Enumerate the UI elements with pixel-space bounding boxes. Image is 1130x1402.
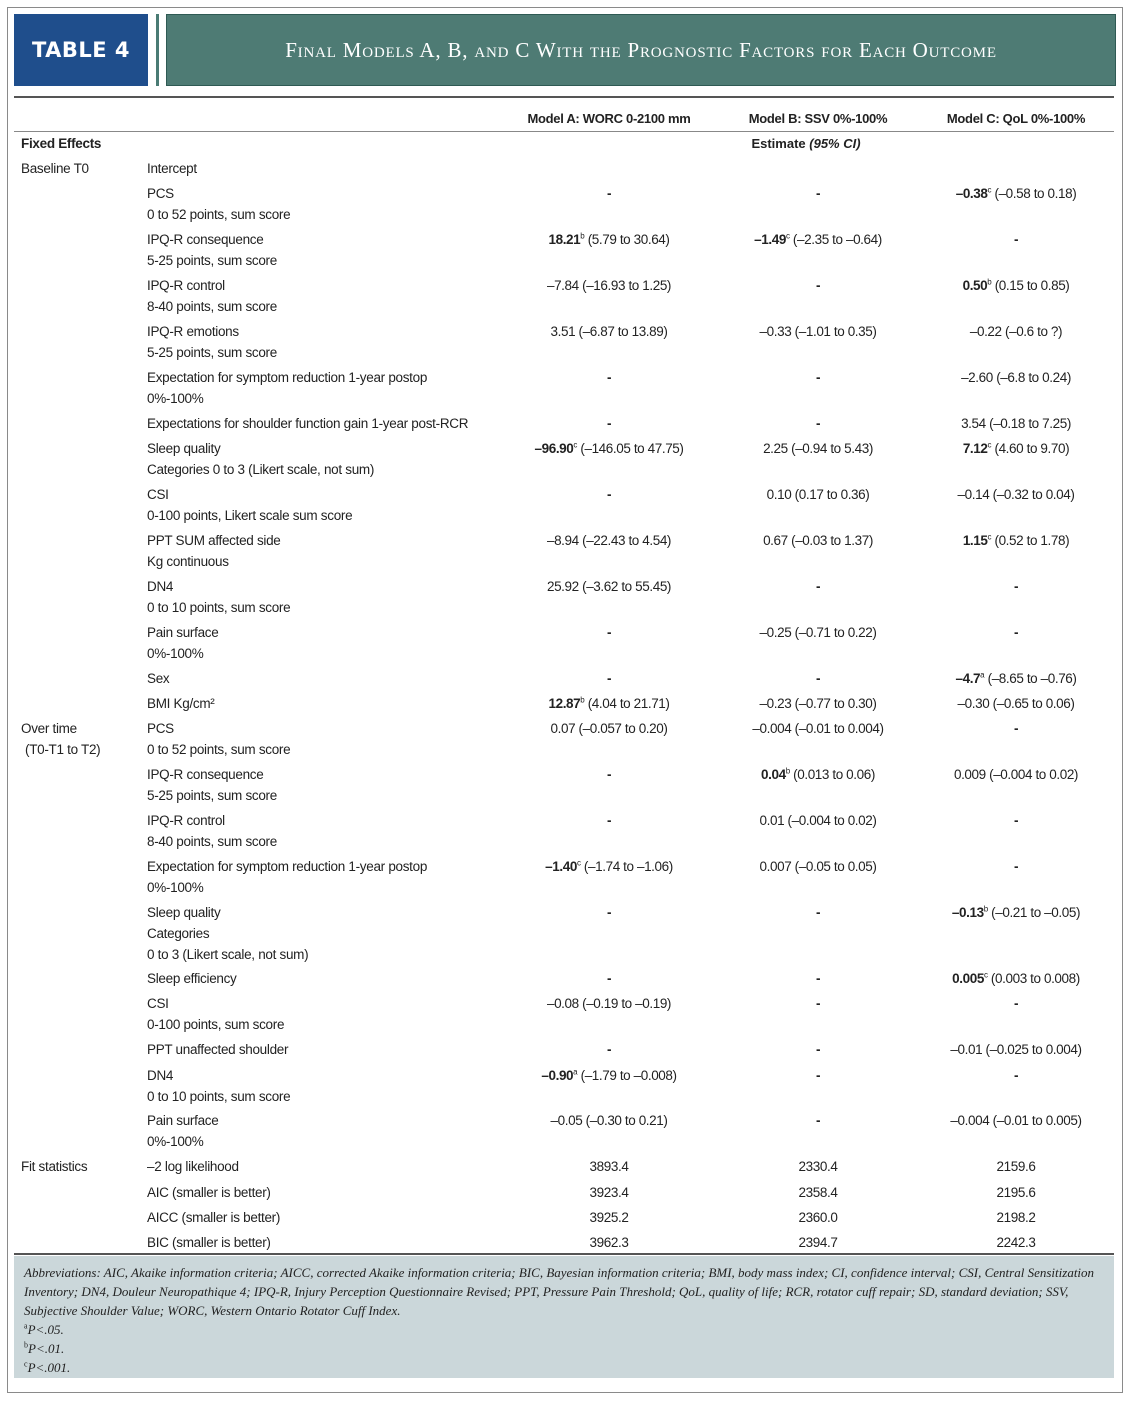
cell-model-b [763,530,873,551]
cell-model-c [1014,576,1018,597]
cell-value: 2.25 (–0.94 to 5.43) [763,441,873,456]
cell-value: –0.25 (–0.71 to 0.22) [759,625,877,640]
cell-significance-mark: b [580,231,585,241]
cell-value: (5.79 to 30.64) [587,232,670,247]
row-label-line: AIC (smaller is better) [147,1185,271,1200]
cell-estimate: - [1013,579,1019,594]
row-label-line: 0-100 points, Likert scale sum score [147,508,353,523]
cell-model-b [760,693,877,714]
cell-model-a [551,718,668,739]
cell-estimate: - [1013,813,1019,828]
cell-model-c [963,275,1070,296]
cell-model-a [534,438,683,459]
cell-value: (–0.58 to 0.18) [994,186,1077,201]
row-label-line: 0 to 3 (Likert scale, not sum) [147,947,309,962]
cell-model-c [961,367,1071,388]
significance-note [24,1358,1104,1377]
cell-estimate: - [1013,721,1019,736]
cell-estimate: - [606,971,612,986]
cell-value: –0.23 (–0.77 to 0.30) [759,696,877,711]
note-mark: a [24,1321,28,1331]
cell-estimate: - [1013,232,1019,247]
cell-estimate: 7.12 [962,441,988,456]
cell-estimate: - [815,416,821,431]
note-mark: c [24,1359,28,1369]
table-footnotes [14,1256,1114,1378]
cell-model-b [763,438,873,459]
estimate-label: Estimate [751,136,806,151]
cell-value: 0.01 (–0.004 to 0.02) [759,813,877,828]
cell-value: –2.60 (–6.8 to 0.24) [961,370,1071,385]
cell-model-c [958,484,1075,505]
row-label [147,764,277,806]
table-number-tag: TABLE 4 [14,14,148,86]
cell-model-b [799,1182,838,1203]
cell-estimate: –0.90 [541,1068,574,1083]
row-label-line: Kg continuous [147,554,229,569]
cell-value: (–1.79 to –0.008) [580,1068,677,1083]
cell-model-c [952,968,1080,989]
row-label [147,229,277,271]
cell-value: (0.52 to 1.78) [994,533,1070,548]
cell-value: 3.51 (–6.87 to 13.89) [550,324,668,339]
note-text: P<.01. [28,1341,65,1356]
row-label-line: 0 to 10 points, sum score [147,600,291,615]
cell-model-b [816,1065,820,1086]
cell-model-c [961,413,1071,434]
row-label-line: Intercept [147,161,197,176]
cell-value: 2358.4 [798,1185,838,1200]
cell-model-c [1014,1065,1018,1086]
row-label [147,968,237,989]
cell-value: 2195.6 [996,1185,1036,1200]
cell-model-b [816,275,820,296]
cell-model-c [958,693,1075,714]
row-label-line: 8-40 points, sum score [147,834,277,849]
row-label [147,484,352,526]
estimate-heading [751,136,860,151]
row-label [147,1156,239,1177]
cell-model-a [607,622,611,643]
cell-model-a [607,810,611,831]
row-label-line: PPT unaffected shoulder [147,1042,289,1057]
significance-note [24,1320,1104,1339]
cell-significance-mark: c [987,532,992,542]
cell-model-b [816,1110,820,1131]
cell-significance-mark: b [987,277,992,287]
cell-model-a [545,856,673,877]
row-label-line: Categories 0 to 3 (Likert scale, not sum) [147,462,375,477]
row-label-line: Expectation for symptom reduction 1-year postop [147,370,428,385]
cell-estimate: 1.15 [962,533,988,548]
row-label [147,856,427,898]
cell-value: 3.54 (–0.18 to 7.25) [961,416,1071,431]
cell-value: (–146.05 to 47.75) [580,441,684,456]
row-label-line: IPQ-R control [147,278,225,293]
significance-notes [24,1320,1104,1377]
row-label-line: CSI [147,487,169,502]
row-label-line: Pain surface [147,1113,219,1128]
row-label [147,902,308,965]
cell-model-b [816,576,820,597]
cell-model-b [816,993,820,1014]
cell-model-a [547,275,671,296]
row-label-line: BMI Kg/cm² [147,696,215,711]
fixed-effects-heading: Fixed Effects [21,136,102,151]
table-title: Final Models A, B, and C With the Prognostic Factors for Each Outcome [166,14,1116,86]
cell-estimate: - [606,186,612,201]
cell-model-a [590,1207,629,1228]
cell-model-c [952,902,1080,923]
cell-model-a [607,367,611,388]
table-bottom-rule [14,1253,1114,1255]
cell-model-c [1014,810,1018,831]
row-label-line: Expectations for shoulder function gain 1-year post-RCR [147,416,469,431]
note-mark: b [24,1340,28,1350]
cell-model-a [551,1110,668,1131]
cell-model-a [607,668,611,689]
cell-estimate: - [815,996,821,1011]
row-label-line: DN4 [147,1068,174,1083]
cell-model-b [760,321,877,342]
title-divider [156,14,159,86]
cell-value: –8.94 (–22.43 to 4.54) [546,533,672,548]
row-label-line: 0 to 52 points, sum score [147,207,291,222]
cell-model-a [607,413,611,434]
cell-value: 25.92 (–3.62 to 55.45) [546,579,672,594]
cell-estimate: - [815,1068,821,1083]
row-label-line: PCS [147,186,174,201]
cell-estimate: - [606,905,612,920]
cell-significance-mark: a [573,1067,578,1077]
row-label-line: Sex [147,671,170,686]
row-label-line: 5-25 points, sum score [147,788,277,803]
row-label [147,1065,290,1107]
cell-value: –0.004 (–0.01 to 0.005) [950,1113,1082,1128]
row-label-line: Expectation for symptom reduction 1-year postop [147,859,428,874]
cell-model-a [551,321,668,342]
group-over-time-sub: (T0-T1 to T2) [25,742,101,757]
row-label-line: 5-25 points, sum score [147,345,277,360]
cell-estimate: - [815,278,821,293]
cell-estimate: –1.49 [754,232,786,247]
cell-model-c [956,183,1077,204]
column-header-model-b: Model B: SSV 0%-100% [748,111,888,126]
cell-model-a [607,1039,611,1060]
cell-value: –0.08 (–0.19 to –0.19) [546,996,672,1011]
cell-estimate: - [815,579,821,594]
row-label-line: Sleep efficiency [147,971,237,986]
cell-estimate: –4.7 [955,671,981,686]
cell-model-a [541,1065,676,1086]
cell-value: –0.30 (–0.65 to 0.06) [957,696,1075,711]
ci-label: (95% CI) [809,136,861,151]
cell-value: (0.013 to 0.06) [793,767,875,782]
row-label [147,1110,218,1152]
row-label [147,413,468,434]
cell-model-b [816,968,820,989]
cell-value: –0.004 (–0.01 to 0.004) [752,721,884,736]
cell-value: –0.01 (–0.025 to 0.004) [950,1042,1082,1057]
cell-value: 0.009 (–0.004 to 0.02) [953,767,1079,782]
group-over-time [21,718,100,760]
row-label-line: 8-40 points, sum score [147,299,277,314]
row-label [147,622,218,664]
cell-model-c [1014,229,1018,250]
cell-estimate: - [606,1042,612,1057]
cell-model-b [760,856,877,877]
cell-value: 2159.6 [996,1159,1036,1174]
row-label-line: Sleep quality [147,441,221,456]
row-label-line: AICC (smaller is better) [147,1210,281,1225]
significance-note [24,1339,1104,1358]
cell-model-c [1014,856,1018,877]
cell-estimate: - [815,186,821,201]
row-label-line: 0%-100% [147,646,204,661]
header-rule-mid [14,131,1114,132]
cell-estimate: 12.87 [548,696,581,711]
row-label-line: Pain surface [147,625,219,640]
row-label [147,275,277,317]
cell-model-c [950,1039,1081,1060]
cell-model-c [1014,718,1018,739]
cell-estimate: - [606,487,612,502]
cell-model-c [997,1182,1036,1203]
row-label-line: 0%-100% [147,391,204,406]
cell-estimate: - [606,671,612,686]
cell-model-b [816,902,820,923]
cell-estimate: 18.21 [548,232,581,247]
cell-value: –0.05 (–0.30 to 0.21) [550,1113,668,1128]
row-label [147,576,290,618]
cell-model-a [548,229,669,250]
row-label-line: 0 to 10 points, sum score [147,1089,291,1104]
cell-value: (–8.65 to –0.76) [987,671,1077,686]
cell-value: –0.33 (–1.01 to 0.35) [759,324,877,339]
cell-model-b [816,183,820,204]
row-label-line: IPQ-R emotions [147,324,239,339]
cell-significance-mark: c [987,185,992,195]
cell-significance-mark: c [987,440,992,450]
cell-model-a [607,484,611,505]
cell-model-a [607,764,611,785]
cell-model-a [548,693,669,714]
cell-model-b [752,718,883,739]
cell-model-a [590,1182,629,1203]
row-label [147,718,290,760]
cell-model-c [963,438,1069,459]
cell-significance-mark: c [576,858,581,868]
cell-model-a [547,576,671,597]
row-label-line: IPQ-R consequence [147,767,264,782]
cell-estimate: - [606,370,612,385]
cell-model-c [970,321,1062,342]
cell-estimate: - [1013,1068,1019,1083]
row-label-line: 0 to 52 points, sum score [147,742,291,757]
row-label-line: 0%-100% [147,880,204,895]
cell-estimate: - [1013,859,1019,874]
cell-model-b [754,229,882,250]
row-label-line: Categories [147,926,210,941]
cell-estimate: –96.90 [534,441,574,456]
cell-value: –7.84 (–16.93 to 1.25) [546,278,672,293]
cell-value: 3923.4 [589,1185,629,1200]
cell-value: 0.10 (0.17 to 0.36) [766,487,870,502]
cell-model-b [816,367,820,388]
cell-model-b [799,1207,838,1228]
cell-model-b [816,413,820,434]
cell-value: –0.22 (–0.6 to ?) [969,324,1063,339]
row-label [147,993,284,1035]
cell-value: (0.15 to 0.85) [994,278,1070,293]
cell-model-a [590,1156,629,1177]
cell-estimate: - [815,671,821,686]
cell-significance-mark: c [785,231,790,241]
cell-value: –0.14 (–0.32 to 0.04) [957,487,1075,502]
row-label [147,1232,271,1253]
cell-estimate: - [606,813,612,828]
cell-estimate: –1.40 [545,859,577,874]
row-label [147,367,427,409]
cell-estimate: - [815,905,821,920]
cell-model-c [954,764,1078,785]
cell-value: (–2.35 to –0.64) [792,232,882,247]
row-label-line: IPQ-R control [147,813,225,828]
cell-value: 2360.0 [798,1210,838,1225]
cell-estimate: - [815,971,821,986]
note-text: P<.05. [27,1322,64,1337]
cell-significance-mark: a [980,670,985,680]
cell-estimate: 0.50 [962,278,988,293]
cell-value: 3893.4 [589,1159,629,1174]
cell-value: 2394.7 [798,1235,838,1250]
note-text: P<.001. [27,1360,71,1375]
cell-estimate: –0.38 [955,186,988,201]
cell-significance-mark: b [983,904,988,914]
cell-value: 2198.2 [996,1210,1036,1225]
cell-model-c [997,1207,1036,1228]
cell-model-a [547,530,671,551]
cell-estimate: –0.13 [951,905,984,920]
column-header-model-c: Model C: QoL 0%-100% [946,111,1086,126]
row-label-line: DN4 [147,579,174,594]
header-rule-top [14,96,1114,98]
cell-estimate: - [1013,996,1019,1011]
cell-model-a [547,993,671,1014]
cell-significance-mark: c [983,970,988,980]
row-label-line: IPQ-R consequence [147,232,264,247]
cell-model-b [760,810,877,831]
cell-model-c [997,1156,1036,1177]
row-label-line: 0-100 points, sum score [147,1017,285,1032]
cell-model-b [816,668,820,689]
cell-significance-mark: b [580,695,585,705]
cell-estimate: 0.005 [952,971,984,986]
cell-significance-mark: b [785,766,790,776]
cell-model-b [799,1156,838,1177]
row-label [147,693,215,714]
cell-estimate: - [815,370,821,385]
row-label [147,668,169,689]
row-label [147,183,290,225]
cell-estimate: - [815,1042,821,1057]
cell-estimate: - [606,625,612,640]
cell-model-a [607,902,611,923]
cell-model-b [761,764,875,785]
row-label-line: BIC (smaller is better) [147,1235,271,1250]
row-label-line: PCS [147,721,174,736]
row-label [147,1039,288,1060]
group-baseline: Baseline T0 [21,161,89,176]
cell-estimate: - [606,767,612,782]
cell-value: 0.67 (–0.03 to 1.37) [763,533,873,548]
cell-value: (–0.21 to –0.05) [991,905,1081,920]
cell-estimate: - [815,1113,821,1128]
cell-model-a [607,183,611,204]
row-label [147,530,281,572]
cell-value: 2242.3 [996,1235,1036,1250]
cell-model-b [767,484,870,505]
row-label-line: CSI [147,996,169,1011]
cell-model-c [950,1110,1081,1131]
cell-value: (–1.74 to –1.06) [583,859,673,874]
cell-model-c [1014,993,1018,1014]
cell-model-c [963,530,1069,551]
cell-model-c [955,668,1076,689]
row-label [147,1207,280,1228]
row-label [147,158,197,179]
row-label-line: 5-25 points, sum score [147,253,277,268]
cell-estimate: - [606,416,612,431]
row-label [147,321,277,363]
row-label-line: 0%-100% [147,1134,204,1149]
cell-value: (0.003 to 0.008) [990,971,1080,986]
cell-model-b [760,622,877,643]
row-label-line: –2 log likelihood [147,1159,239,1174]
cell-value: 3962.3 [589,1235,629,1250]
row-label [147,438,374,480]
cell-model-a [607,968,611,989]
cell-model-b [799,1232,838,1253]
cell-estimate: - [1013,625,1019,640]
row-label-line: PPT SUM affected side [147,533,281,548]
row-label [147,1182,271,1203]
row-label [147,810,277,852]
cell-significance-mark: c [573,440,578,450]
cell-value: 3925.2 [589,1210,629,1225]
cell-model-b [816,1039,820,1060]
cell-estimate: 0.04 [761,767,786,782]
abbreviations-note: Abbreviations: AIC, Akaike information criteria; AICC, corrected Akaike information criteria; BIC, Bayesian information criteria; BMI, body mass index; CI, confidence interval; CSI, Central Sensitization Inventory; DN4, Douleur Neuropathique 4; IPQ-R, Injury Perception Questionnaire Revised; PPT, Pressure Pain Threshold; QoL, quality of life; RCR, rotator cuff repair; SD, standard deviation; SSV, Subjective Shoulder Value; WORC, Western Ontario Rotator Cuff Index. [24,1265,1095,1318]
group-fit-statistics: Fit statistics [21,1159,88,1174]
row-label-line: Sleep quality [147,905,221,920]
cell-value: (4.04 to 21.71) [587,696,670,711]
cell-model-c [997,1232,1036,1253]
column-header-model-a: Model A: WORC 0-2100 mm [527,111,691,126]
cell-value: 2330.4 [798,1159,838,1174]
cell-model-c [1014,622,1018,643]
cell-value: 0.007 (–0.05 to 0.05) [759,859,877,874]
group-over-time-label: Over time [21,721,77,736]
cell-model-a [590,1232,629,1253]
cell-value: (4.60 to 9.70) [994,441,1070,456]
cell-value: 0.07 (–0.057 to 0.20) [550,721,668,736]
